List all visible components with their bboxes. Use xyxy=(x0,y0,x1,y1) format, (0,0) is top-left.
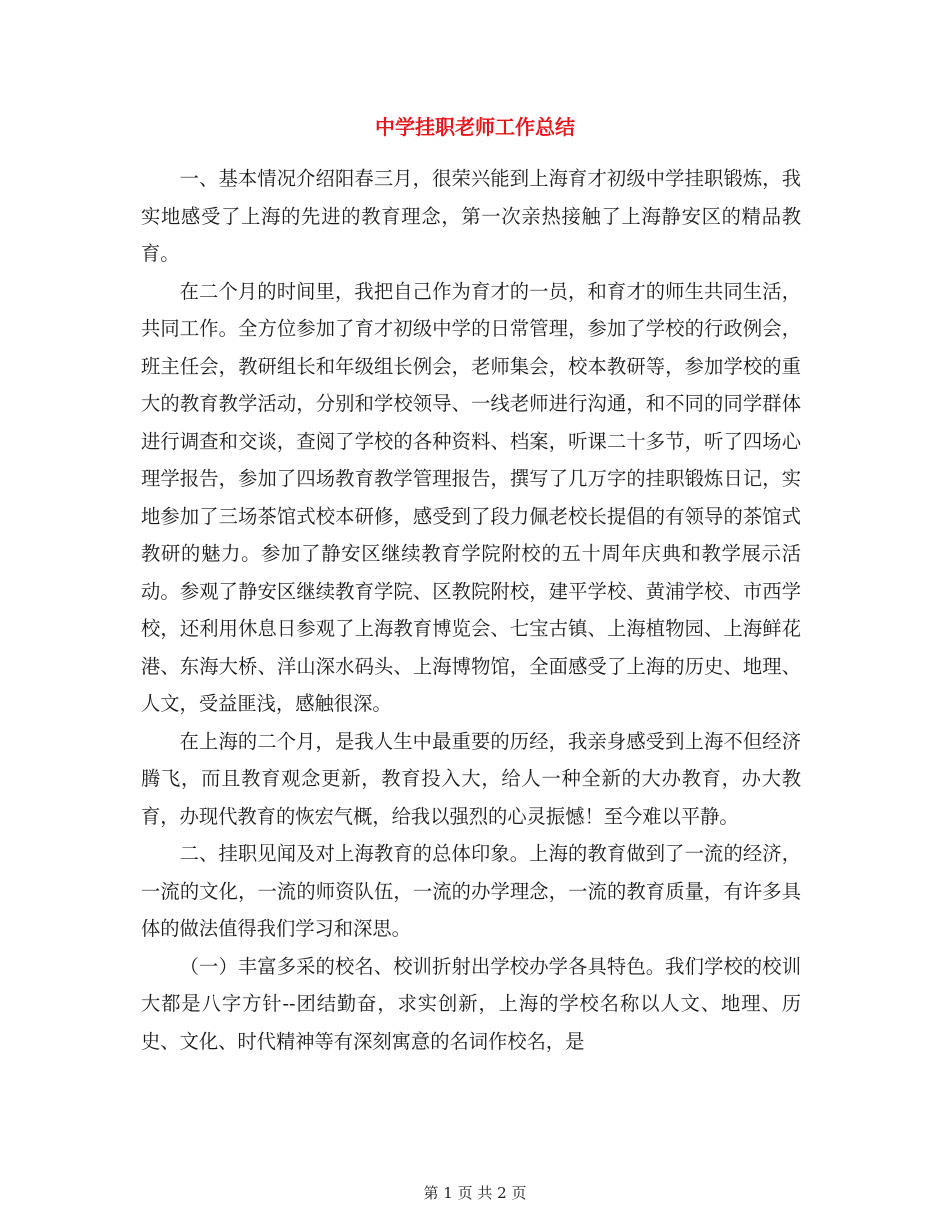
paragraph-5: （一）丰富多采的校名、校训折射出学校办学各具特色。我们学校的校训大都是八字方针--团结勤奋，求实创新，上海的学校名称以人文、地理、历史、文化、时代精神等有深刻寓意的名词作校名，是 xyxy=(141,954,801,1053)
document-body xyxy=(141,160,801,1060)
page-footer xyxy=(0,1182,950,1204)
document-title: 中学挂职老师工作总结 xyxy=(375,115,575,139)
paragraph-1: 一、基本情况介绍阳春三月，很荣兴能到上海育才初级中学挂职锻炼，我实地感受了上海的先进的教育理念，第一次亲热接触了上海静安区的精品教育。 xyxy=(141,167,801,265)
paragraph-3: 在上海的二个月，是我人生中最重要的历经，我亲身感受到上海不但经济腾飞，而且教育观念更新，教育投入大，给人一种全新的大办教育，办大教育，办现代教育的恢宏气概，给我以强烈的心灵振憾！至今难以平静。 xyxy=(141,729,801,828)
paragraph-4: 二、挂职见闻及对上海教育的总体印象。上海的教育做到了一流的经济，一流的文化，一流的师资队伍，一流的办学理念，一流的教育质量，有许多具体的做法值得我们学习和深思。 xyxy=(141,842,801,940)
paragraph-2: 在二个月的时间里，我把自己作为育才的一员，和育才的师生共同生活，共同工作。全方位参加了育才初级中学的日常管理，参加了学校的行政例会，班主任会，教研组长和年级组长例会，老师集会，校本教研等，参加学校的重大的教育教学活动，分别和学校领导、一线老师进行沟通，和不同的同学群体进行调查和交谈，查阅了学校的各种资料、档案，听课二十多节，听了四场心理学报告，参加了四场教育教学管理报告，撰写了几万字的挂职锻炼日记，实地参加了三场茶馆式校本研修，感受到了段力佩老校长提倡的有领导的茶馆式教研的魅力。参加了静安区继续教育学院附校的五十周年庆典和教学展示活动。参观了静安区继续教育学院、区教院附校，建平学校、黄浦学校、市西学校，还利用休息日参观了上海教育博览会、七宝古镇、上海植物园、上海鲜花港、东海大桥、洋山深水码头、上海博物馆，全面感受了上海的历史、地理、人文，受益匪浅，感触很深。 xyxy=(141,279,801,715)
page-number-label: 第 1 页 共 2 页 xyxy=(423,1184,527,1202)
